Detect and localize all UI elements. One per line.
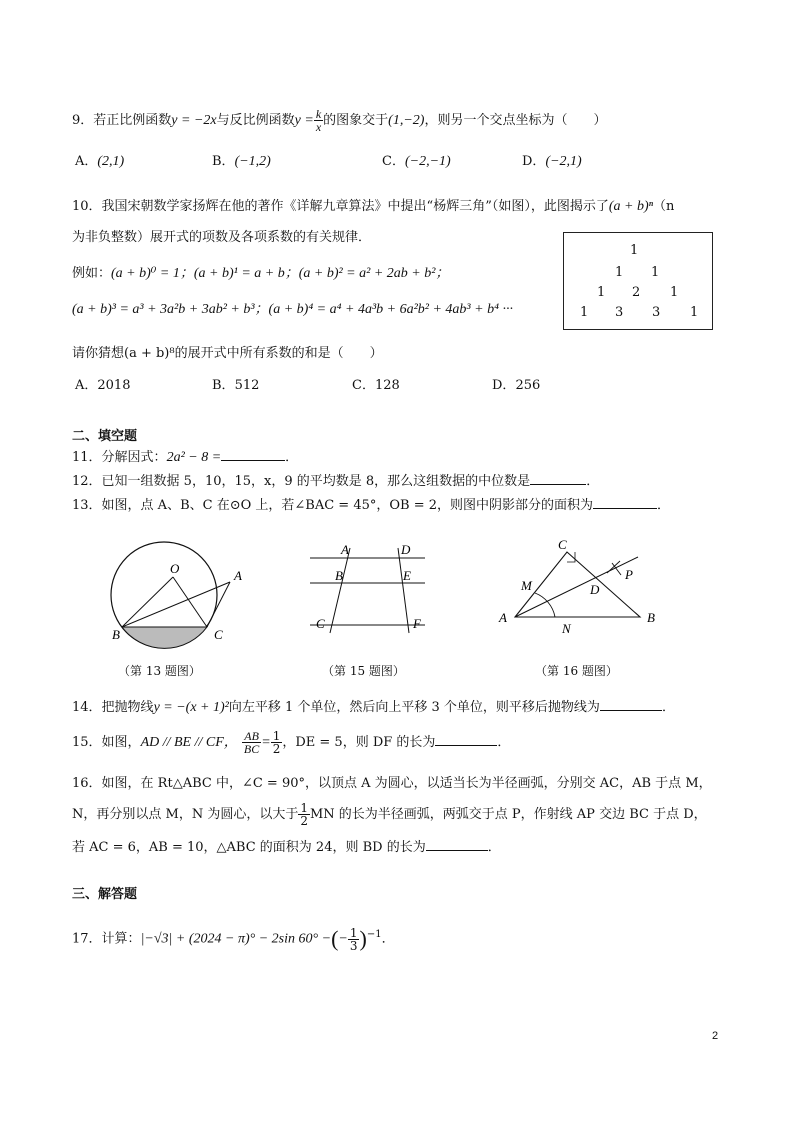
figure-15-caption: （第 15 题图）: [322, 664, 405, 678]
q16-line3: 若 AC = 6，AB = 10，△ABC 的面积为 24，则 BD 的长为 ．: [72, 840, 501, 855]
page-number: 2: [712, 1030, 719, 1042]
yanghui-triangle-box: [563, 232, 713, 330]
fraction-half: $\frac{1}{2}$: [272, 729, 281, 756]
question-number: 10．: [72, 199, 102, 214]
triangle-row1-item: 1: [630, 243, 639, 258]
label-d: D: [401, 542, 411, 557]
label-c: C: [214, 627, 223, 642]
label-b: B: [335, 568, 343, 583]
label-f: F: [413, 616, 421, 631]
q16-line2: N，再分别以点 M，N 为圆心，以大于 $\frac{1}{2}$ MN 的长为半径画弧，两弧交于点 P，作射线 AP 交边 BC 于点 D，: [72, 801, 707, 828]
q15-line: 15．如图，AD // BE // CF， $\frac{AB}{BC}$ = $\frac{1}{2}$ ，DE = 5，则 DF 的长为 ．: [72, 729, 511, 756]
label-a: A: [234, 568, 242, 583]
fraction-half: $\frac{1}{2}$: [300, 801, 308, 828]
label-d: D: [590, 582, 600, 597]
q10-example-1: 例如：(a + b)⁰ = 1；(a + b)¹ = a + b；(a + b)² = a² + 2ab + b²；: [72, 266, 450, 281]
label-c: C: [558, 537, 567, 552]
answer-blank[interactable]: [435, 733, 497, 746]
triangle-row4-item: 1: [690, 305, 699, 320]
fraction-ab-over-bc: $\frac{AB}{BC}$: [243, 729, 260, 756]
label-p: P: [625, 567, 633, 582]
q9-option-d: D．(−2,1): [522, 154, 582, 169]
label-b: B: [647, 610, 655, 625]
q13-line: 13．如图，点 A、B、C 在⊙O 上，若∠BAC = 45°，OB = 2，则图中阴影部分的面积为 ．: [72, 498, 671, 513]
answer-blank[interactable]: [221, 448, 285, 461]
figure-13: [100, 530, 260, 650]
answer-blank[interactable]: [426, 838, 488, 851]
answer-blank[interactable]: [530, 472, 586, 485]
answer-blank[interactable]: [593, 496, 657, 509]
q10-option-a: A．2018: [75, 378, 131, 393]
q10-line1: 10．我国宋朝数学家扬辉在他的著作《详解九章算法》中提出“杨辉三角”（如图），此图揭示了(a + b)ⁿ（n: [72, 199, 675, 214]
label-b: B: [112, 627, 120, 642]
q14-line: 14．把抛物线y = −(x + 1)²向左平移 1 个单位，然后向上平移 3 个单位，则平移后抛物线为 ．: [72, 700, 675, 715]
figure-16-caption: （第 16 题图）: [535, 664, 618, 678]
label-n: N: [562, 621, 571, 636]
shaded-segment: [122, 627, 207, 648]
q12-line: 12．已知一组数据 5，10，15，x，9 的平均数是 8，那么这组数据的中位数是 ．: [72, 474, 600, 489]
triangle-row3-item: 1: [670, 285, 679, 300]
q10-question: 请你猜想(a + b)⁸的展开式中所有系数的和是（ ）: [72, 346, 383, 361]
figure-15: [305, 538, 435, 638]
figure-16: [495, 535, 665, 640]
label-m: M: [521, 578, 532, 593]
fraction-one-third: $\frac{1}{3}$: [349, 925, 358, 953]
triangle-row3-item: 2: [632, 285, 641, 300]
q9-line: 9．若正比例函数y = −2x与反比例函数y = $\frac{k}{x}$ 的图象交于(1,−2)，则另一个交点坐标为（ ）: [72, 107, 607, 134]
figure-13-caption: （第 13 题图）: [118, 664, 201, 678]
label-c: C: [316, 616, 325, 631]
q17-line: 17．计算：|−√3| + (2024 − π)° − 2sin 60° −(− $\frac{1}{3}$ )$^{-1}$．: [72, 925, 395, 953]
q9-option-a: A．(2,1): [75, 154, 125, 169]
label-a: A: [341, 542, 349, 557]
q9-option-b: B．(−1,2): [212, 154, 271, 169]
q10-option-b: B．512: [212, 378, 260, 393]
q10-option-c: C．128: [352, 378, 400, 393]
label-o: O: [170, 561, 180, 576]
triangle-row4-item: 3: [615, 305, 624, 320]
label-e: E: [403, 568, 411, 583]
fraction-k-over-x: $\frac{k}{x}$: [315, 107, 322, 134]
q11-line: 11．分解因式：2a² − 8 = ．: [72, 450, 299, 465]
triangle-row2-item: 1: [651, 265, 660, 280]
triangle-row2-item: 1: [615, 265, 624, 280]
question-number: 9．: [72, 113, 94, 128]
triangle-row3-item: 1: [597, 285, 606, 300]
q10-example-2: (a + b)³ = a³ + 3a²b + 3ab² + b³；(a + b)⁴ = a⁴ + 4a³b + 6a²b² + 4ab³ + b⁴ ···: [72, 302, 513, 317]
label-a: A: [499, 610, 507, 625]
answer-blank[interactable]: [600, 698, 662, 711]
section-title: 三、解答题: [72, 887, 138, 902]
q16-line1: 16．如图，在 Rt△ABC 中，∠C = 90°，以顶点 A 为圆心，以适当长为半径画弧，分别交 AC，AB 于点 M，: [72, 776, 712, 791]
q10-line2: 为非负整数）展开式的项数及各项系数的有关规律．: [72, 230, 372, 245]
triangle-row4-item: 1: [580, 305, 589, 320]
triangle-row4-item: 3: [652, 305, 661, 320]
q9-option-c: C．(−2,−1): [382, 154, 451, 169]
q10-option-d: D．256: [492, 378, 541, 393]
section-title: 二、填空题: [72, 429, 138, 444]
